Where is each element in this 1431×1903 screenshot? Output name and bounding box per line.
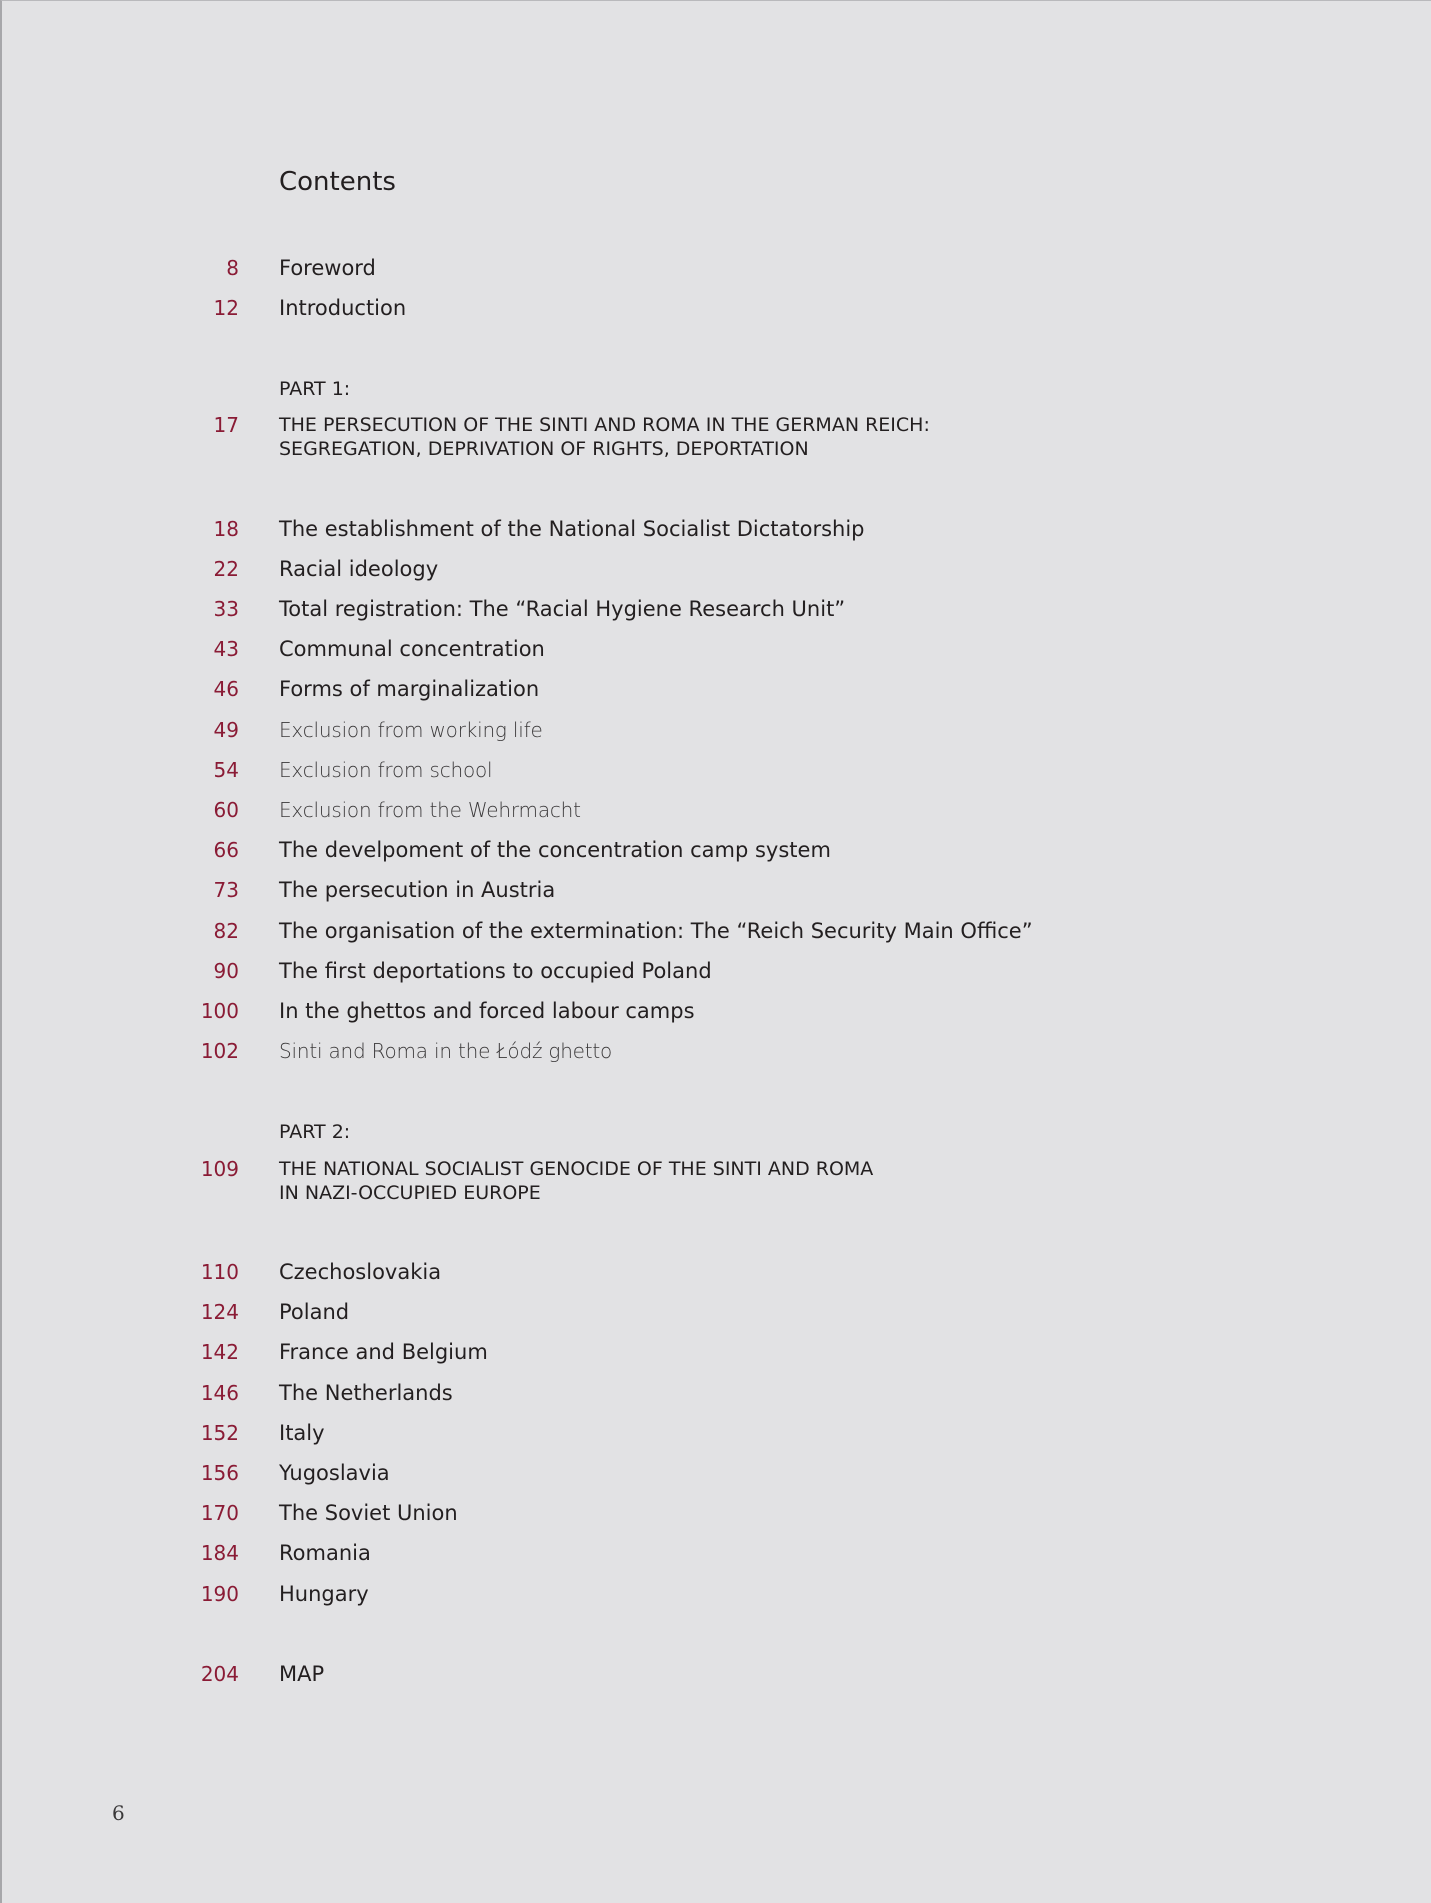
toc-page-number: 82 <box>213 919 239 943</box>
toc-page-number: 90 <box>213 959 239 983</box>
toc-page-number: 146 <box>200 1381 239 1405</box>
toc-entry[interactable] <box>0 1338 1431 1366</box>
toc-page-number: 152 <box>200 1421 239 1445</box>
toc-page-number: 100 <box>200 999 239 1023</box>
toc-page-number: 124 <box>200 1300 239 1324</box>
toc-entry[interactable] <box>0 836 1431 864</box>
toc-page-number: 190 <box>200 1582 239 1606</box>
toc-entry-label: The Soviet Union <box>279 1501 458 1525</box>
toc-page-number: 60 <box>213 798 239 822</box>
toc-entry[interactable] <box>0 1539 1431 1567</box>
toc-entry[interactable] <box>0 1580 1431 1608</box>
toc-page-number: 54 <box>213 758 239 782</box>
toc-entry-label: Forms of marginalization <box>279 677 540 701</box>
toc-entry-label: Total registration: The “Racial Hygiene Research Unit” <box>279 597 846 621</box>
toc-page-number: 18 <box>213 517 239 541</box>
toc-page-number: 46 <box>213 677 239 701</box>
toc-subentry[interactable] <box>0 796 1431 824</box>
toc-entry-label: The Netherlands <box>279 1381 453 1405</box>
toc-entry[interactable] <box>0 1419 1431 1447</box>
toc-page-number: 102 <box>200 1039 239 1063</box>
toc-entry[interactable] <box>0 515 1431 543</box>
part1-title-line1[interactable]: THE PERSECUTION OF THE SINTI AND ROMA IN THE GERMAN REICH: <box>279 414 930 436</box>
toc-entry[interactable] <box>0 635 1431 663</box>
part1-label: PART 1: <box>279 378 351 400</box>
toc-entry-label: The first deportations to occupied Poland <box>279 959 712 983</box>
part1-page-number: 17 <box>213 413 239 437</box>
toc-entry-label: Poland <box>279 1300 350 1324</box>
toc-entry-label: The persecution in Austria <box>279 878 556 902</box>
toc-entry-label: The organisation of the extermination: The “Reich Security Main Office” <box>279 919 1033 943</box>
toc-entry-label: Italy <box>279 1421 325 1445</box>
toc-entry[interactable] <box>0 1379 1431 1407</box>
toc-page-number: 204 <box>200 1662 239 1686</box>
toc-entry-label: Exclusion from the Wehrmacht <box>279 798 581 822</box>
toc-page-number: 156 <box>200 1461 239 1485</box>
toc-entry-label: The establishment of the National Socialist Dictatorship <box>279 517 865 541</box>
toc-entry-label: Racial ideology <box>279 557 439 581</box>
toc-subentry[interactable] <box>0 716 1431 744</box>
toc-entry[interactable] <box>0 917 1431 945</box>
toc-entry-label: Sinti and Roma in the Łódź ghetto <box>279 1039 613 1063</box>
toc-page-number: 184 <box>200 1541 239 1565</box>
toc-entry[interactable] <box>0 1258 1431 1286</box>
folio-page-number: 6 <box>112 1801 125 1825</box>
toc-entry-label: The develpoment of the concentration camp system <box>279 838 831 862</box>
toc-entry-label: Romania <box>279 1541 371 1565</box>
toc-entry-label: Foreword <box>279 256 376 280</box>
toc-entry-label: MAP <box>279 1662 325 1686</box>
toc-subentry[interactable] <box>0 1037 1431 1065</box>
toc-page-number: 49 <box>213 718 239 742</box>
toc-entry-label: Exclusion from school <box>279 758 493 782</box>
toc-entry-label: In the ghettos and forced labour camps <box>279 999 695 1023</box>
toc-subentry[interactable] <box>0 756 1431 784</box>
toc-entry[interactable] <box>0 595 1431 623</box>
toc-entry-map[interactable] <box>0 1660 1431 1688</box>
toc-entry-label: Yugoslavia <box>279 1461 390 1485</box>
toc-page-number: 142 <box>200 1340 239 1364</box>
toc-page-number: 110 <box>200 1260 239 1284</box>
toc-entry-label: Czechoslovakia <box>279 1260 442 1284</box>
toc-page-number: 66 <box>213 838 239 862</box>
toc-entry[interactable] <box>0 1499 1431 1527</box>
page-title: Contents <box>279 167 396 197</box>
toc-entry-label: France and Belgium <box>279 1340 488 1364</box>
toc-entry[interactable] <box>0 957 1431 985</box>
toc-entry-introduction[interactable] <box>0 294 1431 322</box>
toc-page-number: 73 <box>213 878 239 902</box>
toc-page-number: 33 <box>213 597 239 621</box>
part1-title-line2[interactable]: SEGREGATION, DEPRIVATION OF RIGHTS, DEPORTATION <box>279 438 809 460</box>
toc-page-number: 43 <box>213 637 239 661</box>
part2-title-line1[interactable]: THE NATIONAL SOCIALIST GENOCIDE OF THE SINTI AND ROMA <box>279 1158 874 1180</box>
toc-page-number: 8 <box>226 256 239 280</box>
toc-entry[interactable] <box>0 555 1431 583</box>
toc-page-number: 12 <box>213 296 239 320</box>
toc-entry[interactable] <box>0 876 1431 904</box>
toc-entry-foreword[interactable] <box>0 254 1431 282</box>
toc-page-number: 170 <box>200 1501 239 1525</box>
toc-entry[interactable] <box>0 1298 1431 1326</box>
toc-page-number: 22 <box>213 557 239 581</box>
toc-entry[interactable] <box>0 675 1431 703</box>
toc-entry-label: Introduction <box>279 296 407 320</box>
part2-label: PART 2: <box>279 1121 351 1143</box>
toc-entry[interactable] <box>0 1459 1431 1487</box>
part2-page-number: 109 <box>200 1157 239 1181</box>
toc-entry[interactable] <box>0 997 1431 1025</box>
toc-entry-label: Hungary <box>279 1582 369 1606</box>
toc-entry-label: Communal concentration <box>279 637 545 661</box>
toc-entry-label: Exclusion from working life <box>279 718 543 742</box>
part2-title-line2[interactable]: IN NAZI-OCCUPIED EUROPE <box>279 1182 541 1204</box>
